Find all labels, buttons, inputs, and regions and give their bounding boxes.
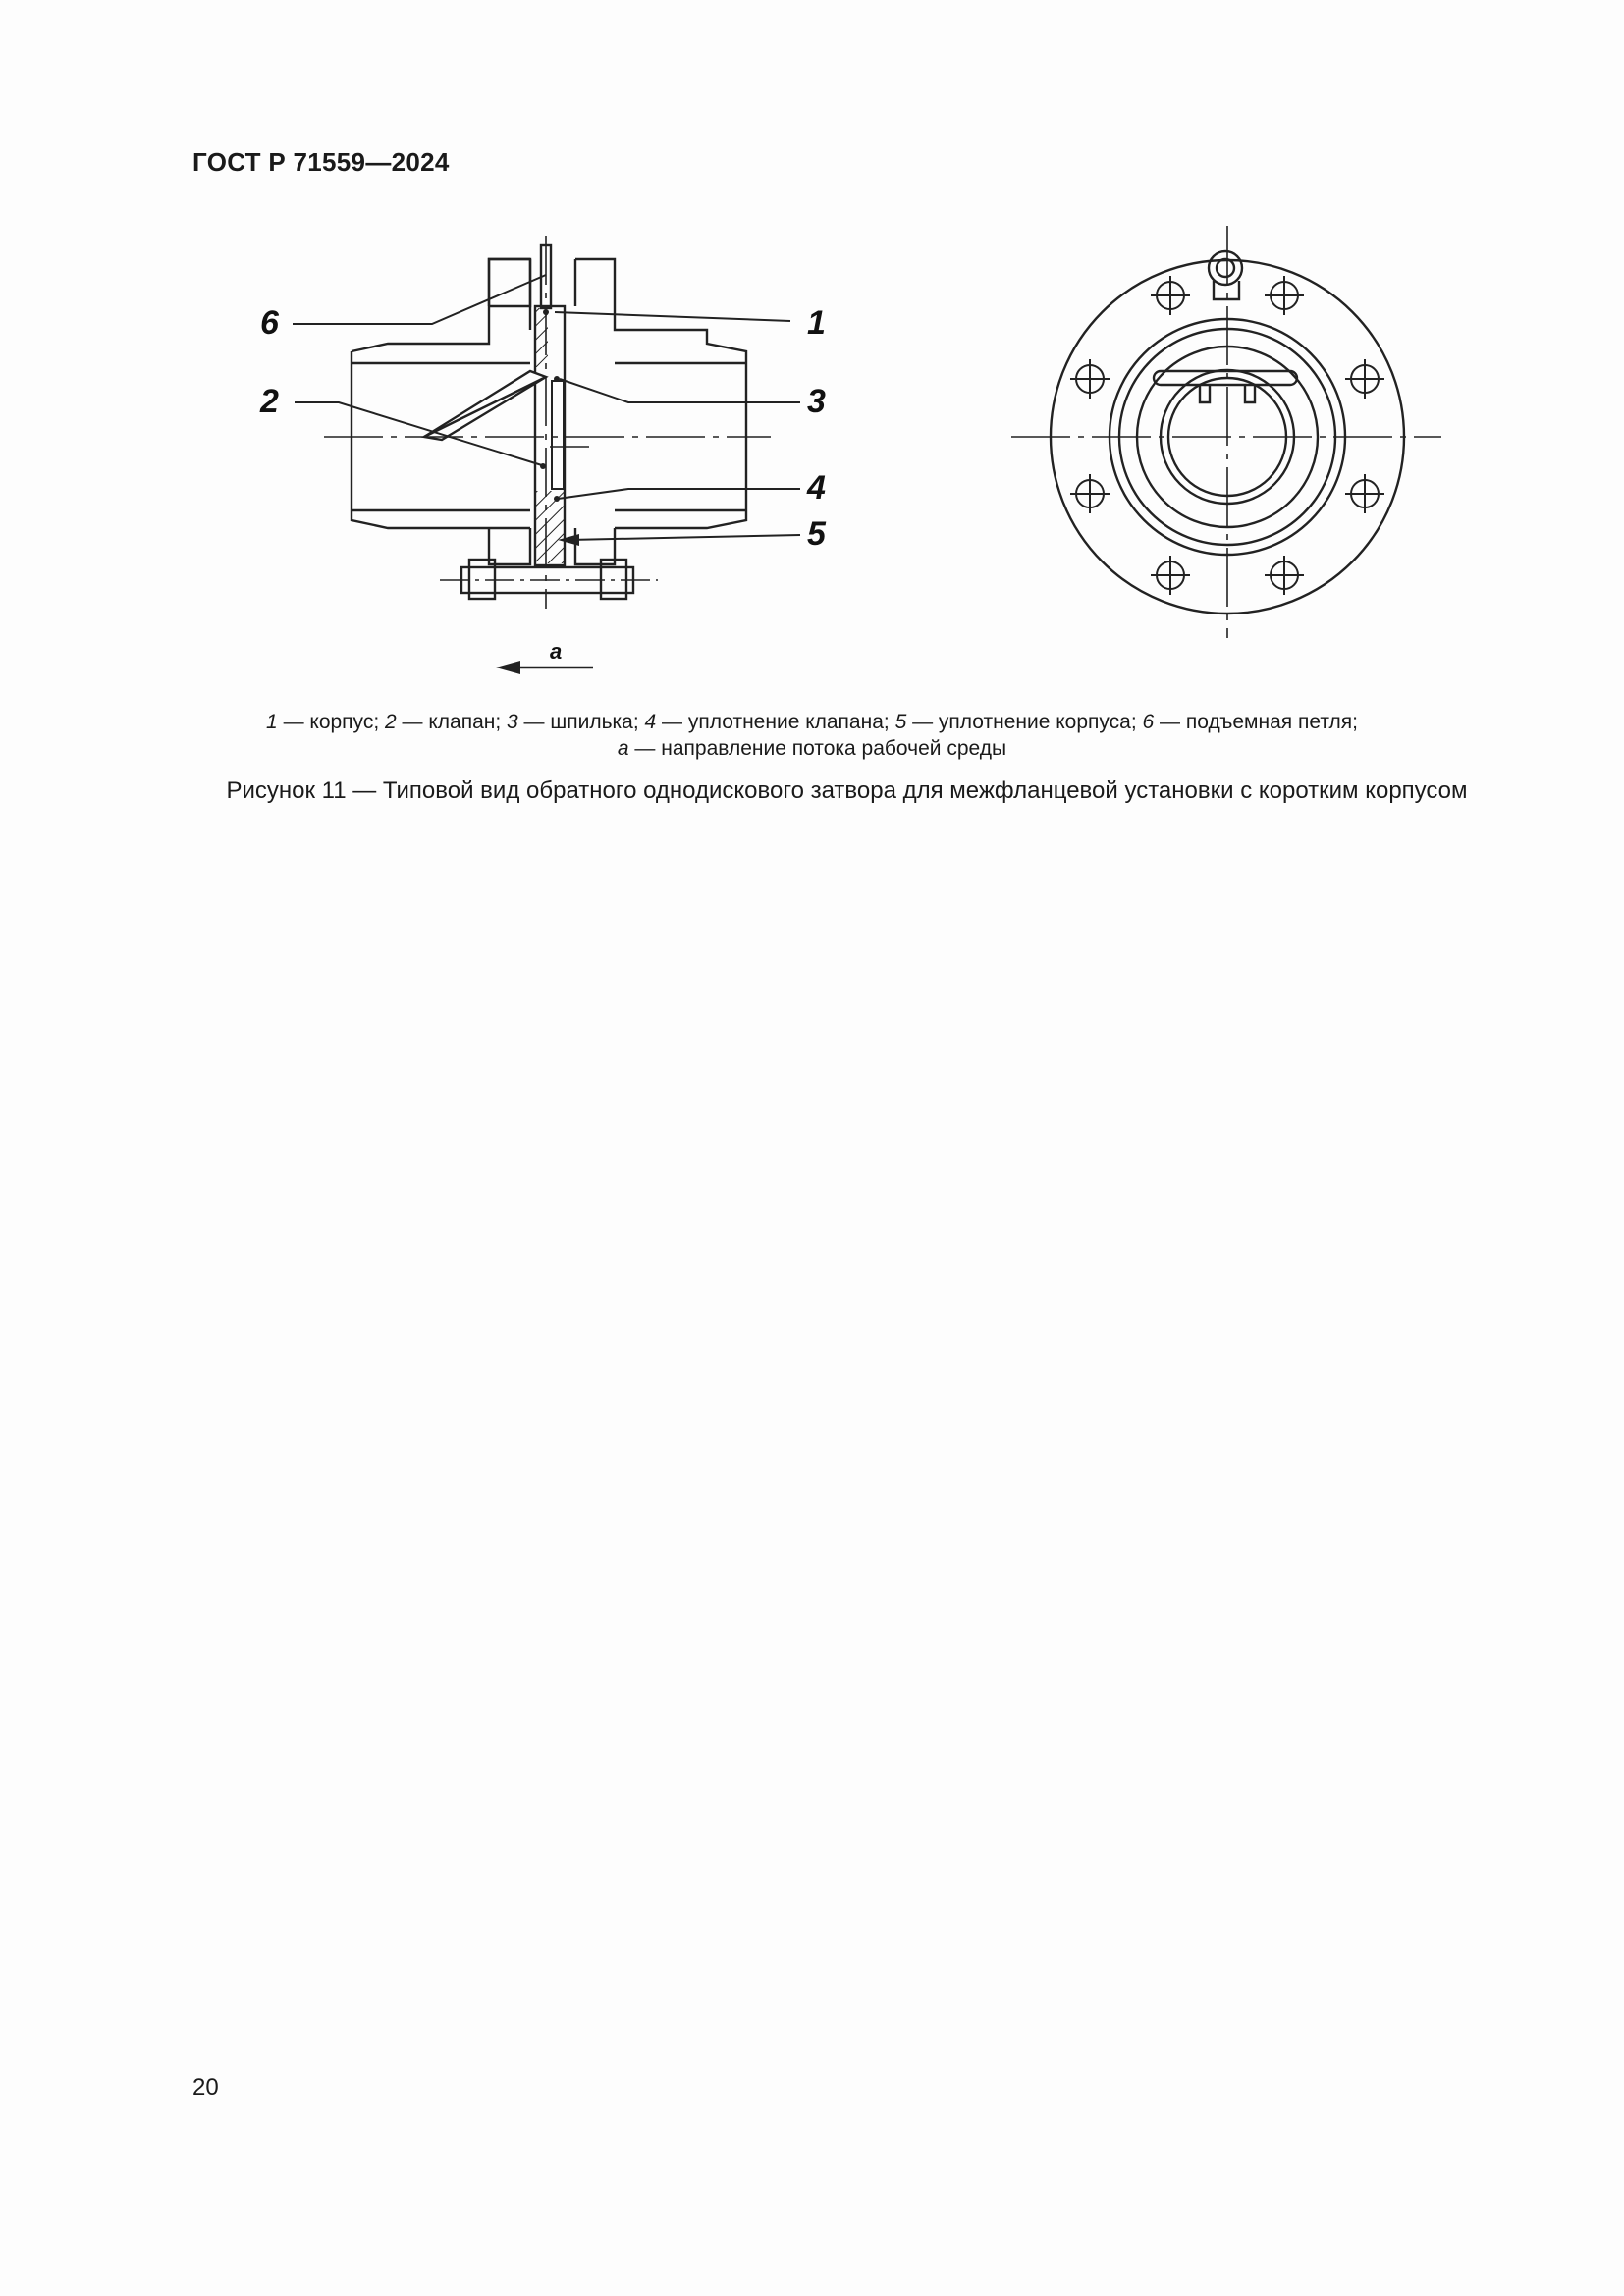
figure-legend-line-1 bbox=[0, 709, 1624, 735]
lifting-eye bbox=[1209, 251, 1242, 285]
top-flange bbox=[489, 259, 530, 306]
callout-6: 6 bbox=[260, 304, 279, 342]
legend-index-2: 2 bbox=[385, 711, 397, 733]
legend-text-6: — подъемная петля; bbox=[1154, 711, 1358, 733]
callout-3: 3 bbox=[807, 383, 826, 420]
legend-index-6: 6 bbox=[1142, 711, 1155, 733]
callout-4: 4 bbox=[807, 469, 826, 507]
page-number: 20 bbox=[192, 2074, 219, 2101]
legend-text-1: — корпус; bbox=[277, 711, 385, 733]
legend-text-a: — направление потока рабочей среды bbox=[628, 737, 1007, 760]
document-header: ГОСТ Р 71559—2024 bbox=[192, 147, 450, 177]
figure-11-drawing bbox=[0, 0, 1624, 707]
legend-index-a: а bbox=[617, 737, 629, 760]
figure-caption: Рисунок 11 — Типовой вид обратного однодискового затвора для межфланцевой установки с коротким корпусом bbox=[226, 777, 1468, 804]
valve-disc bbox=[424, 371, 546, 440]
legend-text-3: — шпилька; bbox=[517, 711, 645, 733]
legend-text-5: — уплотнение корпуса; bbox=[906, 711, 1143, 733]
legend-text-2: — клапан; bbox=[396, 711, 508, 733]
flow-direction-arrow bbox=[496, 661, 593, 674]
callout-5: 5 bbox=[807, 515, 826, 553]
callout-1: 1 bbox=[807, 304, 826, 342]
callout-2: 2 bbox=[260, 383, 279, 420]
figure-legend-line-2 bbox=[0, 735, 1624, 762]
legend-index-3: 3 bbox=[507, 711, 518, 733]
flow-label: a bbox=[550, 639, 563, 664]
legend-text-4: — уплотнение клапана; bbox=[656, 711, 895, 733]
legend-index-4: 4 bbox=[644, 711, 657, 733]
legend-index-5: 5 bbox=[894, 711, 907, 733]
legend-index-1: 1 bbox=[266, 711, 278, 733]
valve-body-outline bbox=[352, 259, 530, 351]
